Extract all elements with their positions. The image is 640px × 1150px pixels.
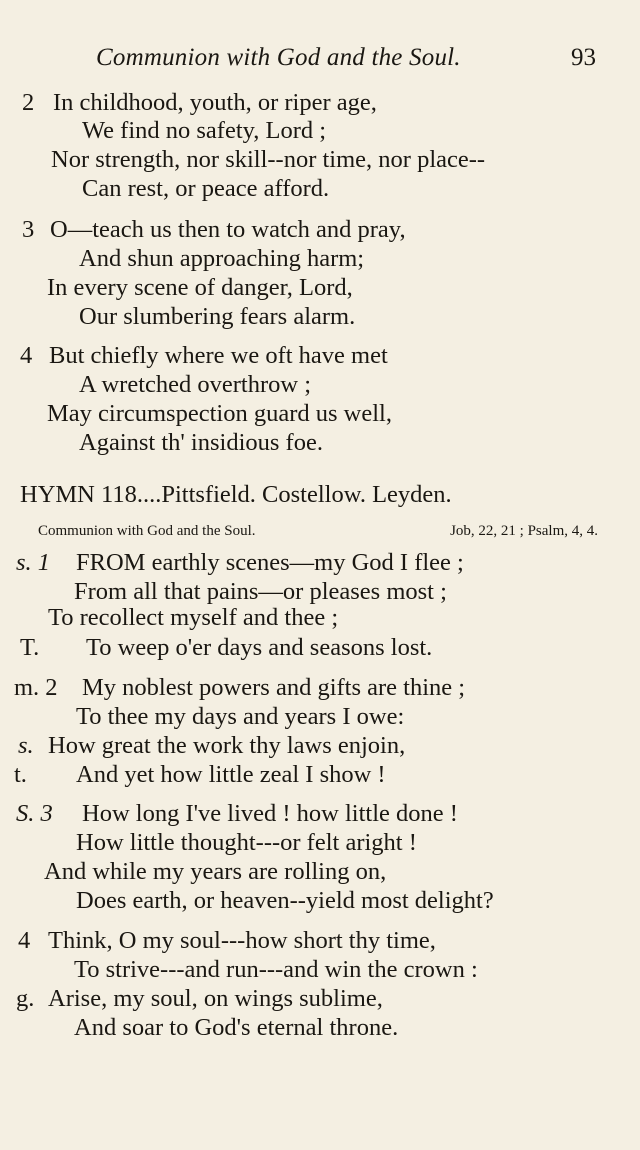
verse-line: And shun approaching harm; [79,245,365,272]
scripture-reference: Job, 22, 21 ; Psalm, 4, 4. [450,523,598,539]
stanza-number: m. 2 [14,674,58,701]
verse-line: My noblest powers and gifts are thine ; [82,674,466,701]
verse-line: To recollect myself and thee ; [48,604,339,631]
dynamic-mark: s. [18,732,34,759]
verse-line: A wretched overthrow ; [79,371,311,398]
verse-line: And soar to God's eternal throne. [74,1014,399,1041]
stanza-number: S. 3 [16,800,53,827]
verse-line: Can rest, or peace afford. [82,175,330,202]
stanza-number: 4 [20,342,33,369]
verse-line: To strive---and run---and win the crown : [74,956,478,983]
verse-line: Nor strength, nor skill--nor time, nor place-- [51,146,486,173]
hymn-subtitle [38,520,598,542]
verse-line: To weep o'er days and seasons lost. [86,634,433,661]
stanza-number: s. 1 [16,549,51,576]
running-head [96,44,596,78]
verse-line: But chiefly where we oft have met [49,342,388,369]
dynamic-mark: t. [14,761,27,788]
verse-line: To thee my days and years I owe: [76,703,405,730]
verse-line: How long I've lived ! how little done ! [82,800,458,827]
verse-line: How great the work thy laws enjoin, [48,732,406,759]
verse-line: And while my years are rolling on, [44,858,387,885]
hymn-subject: Communion with God and the Soul. [38,523,256,539]
verse-line: We find no safety, Lord ; [82,117,327,144]
verse-line: FROM earthly scenes—my God I flee ; [76,549,464,576]
hymn-title: HYMN 118....Pittsfield. Costellow. Leyden. [20,481,452,508]
stanza-number: 4 [18,927,31,954]
verse-line: In childhood, youth, or riper age, [53,89,377,116]
verse-line: In every scene of danger, Lord, [47,274,353,301]
verse-line: May circumspection guard us well, [47,400,392,427]
stanza-number: 3 [22,216,35,243]
verse-line: O—teach us then to watch and pray, [50,216,406,243]
dynamic-mark: g. [16,985,35,1012]
verse-line: Our slumbering fears alarm. [79,303,356,330]
verse-line: Does earth, or heaven--yield most delight? [76,887,494,914]
running-head-title: Communion with God and the Soul. [96,44,461,71]
verse-line: How little thought---or felt aright ! [76,829,417,856]
verse-line: Think, O my soul---how short thy time, [48,927,436,954]
verse-line: Against th' insidious foe. [79,429,323,456]
verse-line: And yet how little zeal I show ! [76,761,386,788]
verse-line: Arise, my soul, on wings sublime, [48,985,383,1012]
page-number: 93 [571,44,596,71]
stanza-number: 2 [22,89,35,116]
verse-line: From all that pains—or pleases most ; [74,578,447,605]
dynamic-mark: T. [20,634,40,661]
